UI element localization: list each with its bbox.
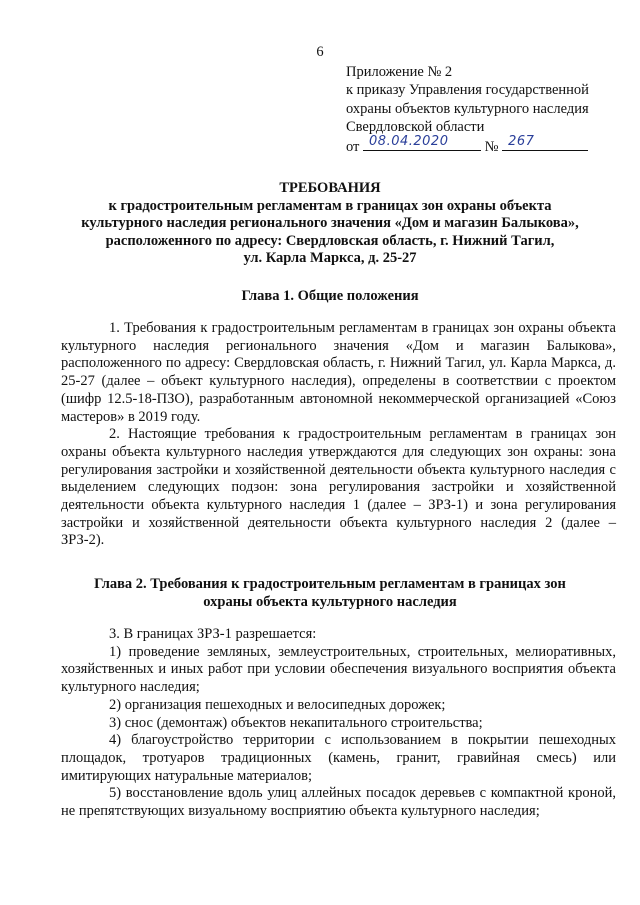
appendix-line: Приложение № 2 — [346, 64, 453, 80]
appendix-line: охраны объектов культурного наследия — [346, 100, 589, 117]
chapter-2-body — [61, 626, 616, 821]
appendix-date-row — [346, 133, 636, 156]
appendix-line: Свердловской области — [346, 118, 485, 135]
number-label: № — [484, 139, 499, 156]
list-item: 4) благоустройство территории с использованием в покрытии пешеходных площадок, тротуаров традиционных (камень, гранит, гравийная смесь) или имитирующих натуральные материалов; — [61, 732, 616, 784]
list-item: 5) восстановление вдоль улиц аллейных посадок деревьев с компактной кроной, не препятствующих визуальному восприятию объекта культурного наследия; — [61, 785, 616, 820]
from-label: от — [346, 139, 360, 156]
chapter-2-heading — [50, 576, 610, 611]
list-item: 1) проведение земляных, землеустроительных, строительных, мелиоративных, хозяйственных и иных работ при условии обеспечения визуального восприятия объекта культурного наследия; — [61, 643, 616, 696]
handwritten-number: 267 — [508, 133, 535, 149]
paragraph-3: 3. В границах ЗРЗ-1 разрешается: — [109, 626, 317, 642]
chapter-1-heading: Глава 1. Общие положения — [241, 288, 419, 304]
handwritten-date: 08.04.2020 — [369, 133, 449, 149]
paragraph-2: 2. Настоящие требования к градостроительным регламентам в границах зон охраны объекта культурного наследия утверждаются для следующих зон охраны: зона регулирования застройки и хозяйственной деятельности объекта культурного наследия с выделением следующих подзон: зона регулирования застройки и хозяйственной деятельности объекта культурного наследия 1 (далее – ЗРЗ-1) и зона регулирования застройки и хозяйственной деятельности объекта культурного наследия 2 (далее – ЗРЗ-2). — [61, 426, 616, 549]
list-item: 2) организация пешеходных и велосипедных дорожек; — [109, 696, 446, 713]
appendix-line: к приказу Управления государственной — [346, 82, 589, 99]
title-line: ул. Карла Маркса, д. 25-27 — [243, 250, 417, 267]
list-item: 3) снос (демонтаж) объектов некапитального строительства; — [109, 714, 483, 731]
chapter-2-heading-line: Глава 2. Требования к градостроительным регламентам в границах зон — [94, 576, 566, 592]
title-heading: ТРЕБОВАНИЯ — [279, 180, 381, 196]
chapter-2-heading-line: охраны объекта культурного наследия — [203, 593, 457, 610]
title-line: расположенного по адресу: Свердловская область, г. Нижний Тагил, — [105, 232, 555, 249]
page-number: 6 — [316, 44, 324, 60]
title-line: культурного наследия регионального значения «Дом и магазин Балыкова», — [81, 215, 579, 232]
document-title — [50, 180, 610, 268]
date-line — [363, 133, 481, 151]
appendix-block — [346, 63, 636, 156]
paragraph-1: 1. Требования к градостроительным регламентам в границах зон охраны объекта культурного наследия регионального значения «Дом и магазин Балыкова», расположенного по адресу: Свердловская область, г. Нижний Тагил, ул. Карла Маркса, д. 25-27 (далее – объект культурного наследия), определены в соответствии с проектом (шифр 12.5-18-ПЗО), разработанным автономной некоммерческой организацией «Союз мастеров» в 2019 году. — [61, 320, 616, 425]
chapter-1-body — [61, 320, 616, 550]
title-line: к градостроительным регламентам в границах зон охраны объекта — [108, 197, 552, 214]
number-line — [502, 133, 588, 151]
